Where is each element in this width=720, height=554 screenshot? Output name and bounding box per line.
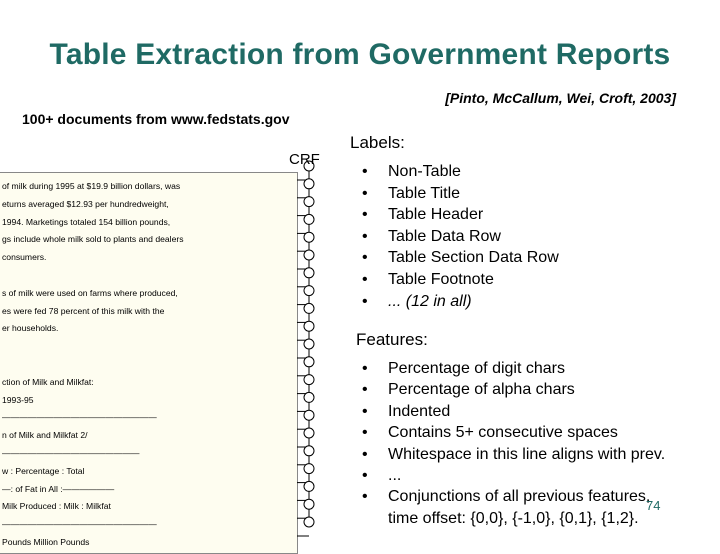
crf-node [304,197,314,207]
feature-text: Percentage of digit chars [388,360,565,377]
document-line: eturns averaged $12.93 per hundredweight, [2,198,169,209]
features-list [362,358,665,529]
crf-node [304,392,314,402]
crf-node [304,499,314,509]
label-text: Table Header [388,206,484,224]
crf-node [304,250,314,260]
label-item [362,291,559,313]
label-text: Table Footnote [388,270,494,288]
bullet-icon: • [362,206,368,224]
crf-node [304,446,314,456]
crf-label: CRF [289,151,320,168]
feature-item [362,465,665,486]
document-line: s of milk were used on farms where produced, [2,287,178,298]
label-text: Non-Table [388,163,461,180]
crf-node [304,179,314,189]
feature-item [362,401,665,422]
document-line: 1994. Marketings totaled 154 billion pounds, [2,216,171,227]
label-text: Table Data Row [388,227,501,245]
bullet-icon: • [362,402,368,420]
crf-node [304,428,314,438]
feature-item [362,444,665,465]
document-line: 1993-95 [2,394,34,405]
label-item [362,161,559,183]
bullet-icon: • [362,445,368,463]
slide-title: Table Extraction from Government Reports [49,38,671,71]
document-line: of milk during 1995 at $19.9 billion dollars, was [2,181,181,191]
label-item [362,204,559,226]
document-line: n of Milk and Milkfat 2/ [2,430,88,441]
label-item [362,247,559,269]
document-line: —: of Fat in All :—————— [2,483,115,494]
feature-item [362,508,665,529]
label-text: ... (12 in all) [388,292,472,310]
document-line: —————————————————— [2,412,157,423]
label-text: Table Title [388,184,461,202]
label-item [362,269,559,291]
labels-list [362,161,559,312]
bullet-icon: • [362,424,368,442]
label-item [362,183,559,205]
crf-node [304,517,314,527]
crf-node [304,410,314,420]
feature-item [362,422,665,443]
features-heading: Features: [356,330,428,349]
bullet-icon: • [362,292,368,310]
citation: [Pinto, McCallum, Wei, Croft, 2003] [445,90,676,106]
bullet-icon: • [362,467,368,485]
feature-text: Conjunctions of all previous features, [388,488,651,506]
document-line: ———————————————— [2,448,140,458]
document-line: Milk Produced : Milk : Milkfat [2,501,111,512]
slide-number: 74 [646,498,661,513]
document-line: Pounds Million Pounds [2,537,90,547]
label-item [362,226,559,248]
bullet-icon: • [362,488,368,506]
bullet-icon: • [362,184,368,202]
feature-text: Indented [388,402,451,420]
feature-text: Contains 5+ consecutive spaces [388,424,618,442]
crf-node [304,286,314,296]
document-line: gs include whole milk sold to plants and dealers [2,234,184,245]
crf-node [304,357,314,367]
document-line: ction of Milk and Milkfat: [2,376,94,387]
feature-item [362,379,665,400]
crf-node [304,339,314,349]
document-line: w : Percentage : Total [2,465,85,476]
bullet-icon: • [362,381,368,399]
document-line: —————————————————— [2,519,157,530]
crf-node [304,321,314,331]
feature-text: Percentage of alpha chars [388,381,575,399]
bullet-icon: • [362,227,368,245]
crf-node [304,375,314,385]
bullet-icon: • [362,249,368,267]
crf-node [304,232,314,242]
document-line: es were fed 78 percent of this milk with the [2,305,165,316]
document-line: er households. [2,323,59,334]
crf-node [304,268,314,278]
feature-text: time offset: {0,0}, {-1,0}, {0,1}, {1,2}. [388,509,639,527]
label-text: Table Section Data Row [388,249,559,267]
labels-heading: Labels: [350,133,405,152]
crf-node [304,214,314,224]
crf-node [304,464,314,474]
bullet-icon: • [362,270,368,288]
feature-text: Whitespace in this line aligns with prev. [388,445,666,463]
feature-text: ... [388,467,402,485]
bullet-icon: • [362,360,368,377]
crf-node [304,303,314,313]
feature-item [362,486,665,507]
feature-item [362,358,665,379]
source-description: 100+ documents from www.fedstats.gov [22,111,290,127]
crf-node [304,481,314,491]
bullet-icon: • [362,163,368,180]
document-line: consumers. [2,252,47,263]
